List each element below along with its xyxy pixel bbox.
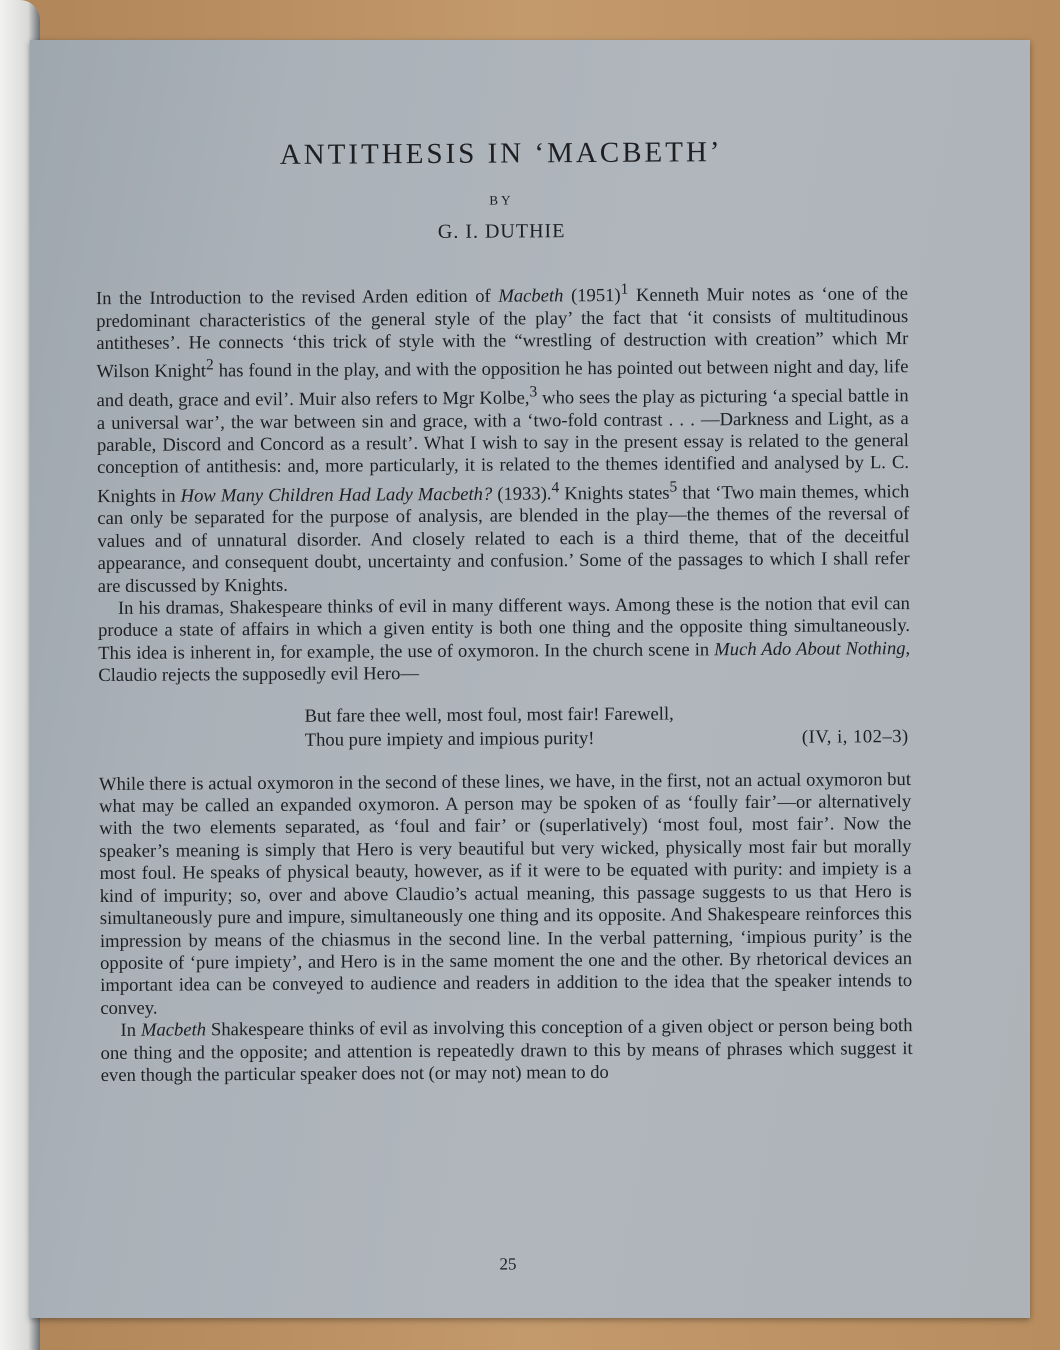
- quote-reference: (IV, i, 102–3): [801, 725, 909, 748]
- footnote-ref: 5: [669, 478, 678, 496]
- page-content: [95, 127, 913, 1274]
- article-title: ANTITHESIS IN ‘MACBETH’: [279, 136, 723, 171]
- verse-quotation: [99, 701, 911, 754]
- footnote-ref: 4: [551, 478, 560, 497]
- paragraph-4: In Macbeth Shakespeare thinks of evil as involving this conception of a given object or person being both one thing and the opposite; and attention is repeatedly drawn to this by means of phrases which suggest it even though the particular speaker does not (or may not) mean to do: [100, 1015, 913, 1086]
- paragraph-3: While there is actual oxymoron in the second of these lines, we have, in the first, not an actual oxymoron but what may be called an expanded oxymoron. A person may be spoken of as ‘foully fair’—or alternatively with the two elements separated, as ‘foul and fair’ or (superlatively) ‘most foul, most fair’. Now the speaker’s meaning is simply that Hero is very beautiful but very wicked, physically most fair but morally most foul. He speaks of physical beauty, however, as if it were to be equated with purity: and impiety is a kind of impurity; so, over and above Claudio’s actual meaning, this passage suggests to us that Hero is simultaneously pure and impure, simultaneously one thing and its opposite. And Shakespeare reinforces this impression by means of the chiasmus in the second line. In the verbal patterning, ‘impious purity’ is the opposite of ‘pure impiety’, and Hero is in the same moment the one and the other. By rhetorical devices an important idea can be conveyed to audience and readers in addition to the idea that the speaker intends to convey.: [98, 768, 913, 1019]
- footnote-ref: 2: [205, 356, 214, 374]
- book-page: [30, 40, 1030, 1318]
- footnote-ref: 1: [620, 280, 629, 298]
- footnote-ref: 3: [529, 383, 538, 401]
- page-number: 25: [499, 1254, 517, 1274]
- paragraph-2: In his dramas, Shakespeare thinks of evil in many different ways. Among these is the notion that evil can produce a state of affairs in which a given entity is both one thing and the opposite thing simultaneously. This idea is inherent in, for example, the use of oxymoron. In the church scene in Much Ado About Nothing, Claudio rejects the supposedly evil Hero—: [97, 593, 911, 687]
- quote-line-1: But fare thee well, most foul, most fair! Farewell,: [304, 703, 674, 727]
- byline-label: BY: [489, 192, 514, 208]
- article-author: G. I. DUTHIE: [437, 220, 566, 243]
- paragraph-1: In the Introduction to the revised Arden edition of Macbeth $(1951)^1$ Kenneth Muir notes as ‘one of the predominant characteristics of the general style of the play’ the fact that ‘it consists of multitudinous antitheses’. He connects ‘this trick of style with the “wrestling of destruction with creation” which Mr Wilson Knight$^2$ has found in the play, and with the opposition he has pointed out between night and day, life and death, grace and evil’. Muir also refers to Mgr Kolbe,$^3$ who sees the play as picturing ‘a special battle in a universal war’, the war between sin and grace, with a ‘two-fold contrast . . . —Darkness and Light, as a parable, Discord and Concord as a result’. What I wish to say in the present essay is related to the general conception of antithesis: and, more particularly, it is related to the themes identified and analysed by L. C. Knights in How Many Children Had Lady Macbeth? (1933).$^4$ Knights states$^5$ that ‘Two main themes, which can only be separated for the purpose of analysis, are blended in the play—the themes of the reversal of values and of unnatural disorder. And closely related to each is a third theme, that of the deceitful appearance, and consequent doubt, uncertainty and confusion.’ Some of the passages to which I shall refer are discussed by Knights.: [95, 280, 910, 597]
- quote-line-2: Thou pure impiety and impious purity!: [304, 727, 595, 751]
